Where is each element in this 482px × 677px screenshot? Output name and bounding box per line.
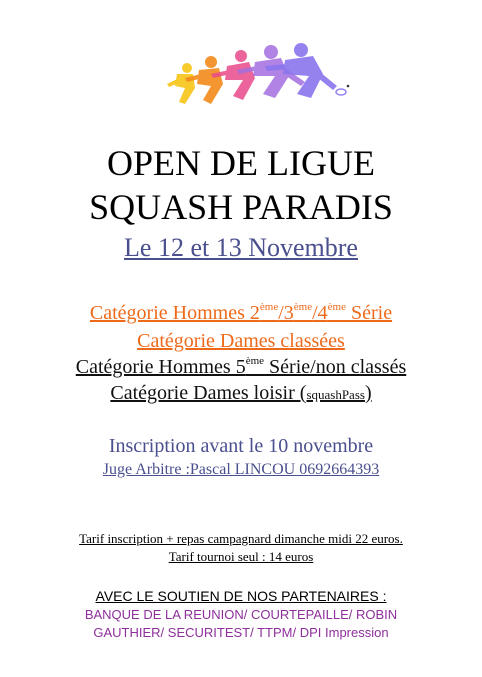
tarif-line-2: Tarif tournoi seul : 14 euros xyxy=(168,549,314,564)
category-dames-loisir-close: ) xyxy=(364,382,372,404)
category-hommes-5-prefix: Catégorie Hommes 5 xyxy=(75,356,246,378)
tarif-line-1: Tarif inscription + repas campagnard dimanche midi 22 euros. xyxy=(79,531,403,546)
ordinal-sup-2: ème xyxy=(293,301,313,314)
event-title-line1: OPEN DE LIGUE xyxy=(107,143,375,183)
category-hommes-series-mid2: /4 xyxy=(312,302,328,324)
referee-contact: Juge Arbitre :Pascal LINCOU 0692664393 xyxy=(102,461,380,478)
ordinal-sup-5: ème xyxy=(245,355,265,368)
event-title-line2: SQUASH PARADIS xyxy=(89,187,393,227)
category-hommes-series-prefix: Catégorie Hommes 2 xyxy=(89,302,260,324)
category-hommes-series-suffix: Série xyxy=(345,302,393,324)
category-dames-classees xyxy=(0,330,482,353)
category-hommes-series xyxy=(0,302,482,325)
squash-players-logo-icon xyxy=(165,38,355,118)
category-dames-loisir xyxy=(0,382,482,405)
ordinal-sup-3: ème xyxy=(327,301,346,314)
category-dames-loisir-text xyxy=(110,382,371,404)
category-dames-loisir-squashpass: squashPass xyxy=(306,387,365,402)
category-hommes-5-suffix: Série/non classés xyxy=(264,356,407,378)
category-hommes-series-mid1: /3 xyxy=(278,302,294,324)
inscription-deadline: Inscription avant le 10 novembre xyxy=(108,435,374,457)
category-dames-loisir-main: Catégorie Dames loisir ( xyxy=(110,382,307,404)
partners-line-1: BANQUE DE LA REUNION/ COURTEPAILLE/ ROBIN xyxy=(84,607,398,622)
category-hommes-5-text xyxy=(76,356,406,378)
category-hommes-5 xyxy=(0,356,482,379)
partners-title: AVEC LE SOUTIEN DE NOS PARTENAIRES : xyxy=(95,588,387,604)
ordinal-sup-1: ème xyxy=(259,301,279,314)
partners-line-2: GAUTHIER/ SECURITEST/ TTPM/ DPI Impression xyxy=(93,625,389,640)
event-dates: Le 12 et 13 Novembre xyxy=(124,233,358,262)
category-dames-classees-text: Catégorie Dames classées xyxy=(137,330,345,352)
category-hommes-series-text xyxy=(90,302,392,324)
